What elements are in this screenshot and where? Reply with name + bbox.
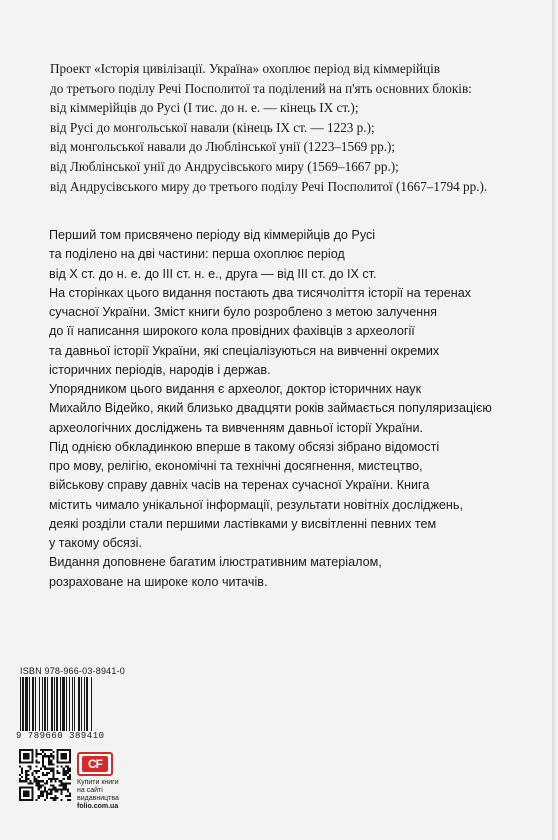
description-line: містить чимало унікальної інформації, результати новітніх досліджень,: [49, 497, 463, 512]
publisher-logo-icon: [77, 752, 113, 776]
page-edge: [552, 0, 558, 840]
intro-paragraph: [50, 59, 550, 196]
publisher-logo-letters: CF: [88, 757, 102, 771]
description-line: про мову, релігію, економічні та технічні досягнення, мистецтво,: [49, 459, 423, 473]
intro-line: від монгольської навали до Люблінської унії (1223–1569 рр.);: [50, 139, 396, 155]
intro-line: до третього поділу Речі Посполитої та поділений на п'ять основних блоків:: [50, 80, 472, 96]
description-text: [49, 226, 549, 592]
description-line: археологічних досліджень та вивченням давньої історії України.: [49, 420, 424, 435]
description-line: Михайло Відейко, який близько двадцяти років займається популяризацією: [49, 401, 492, 416]
description-line: від X ст. до н. е. до III ст. н. е., друга — від III ст. до IX ст.: [49, 266, 377, 281]
description-line: деякі розділи стали першими ластівками у висвітленні певних тем: [49, 516, 437, 531]
isbn-label: ISBN 978-966-03-8941-0: [20, 666, 125, 676]
publisher-website-link[interactable]: folio.com.ua: [77, 803, 119, 810]
description-line: до її написання широкого кола провідних фахівців з археології: [49, 324, 415, 339]
intro-line: від Русі до монгольської навали (кінець IX ст. — 1223 р.);: [50, 119, 375, 135]
description-line: розраховане на широке коло читачів.: [49, 574, 268, 589]
description-line: та давньої історії України, які спеціалізуються на вивченні окремих: [49, 343, 440, 358]
buy-line: видавництва: [77, 795, 119, 802]
description-line: військову справу давніх часів на теренах сучасної України. Книга: [49, 478, 430, 493]
description-line: сучасної України. Зміст книги було розроблено з метою залучення: [49, 305, 437, 319]
buy-line: на сайті: [77, 787, 103, 794]
description-line: На сторінках цього видання постають два тисячоліття історії на теренах: [49, 285, 472, 300]
intro-line: Проект «Історія цивілізації. Україна» охоплює період від кіммерійців: [50, 61, 441, 76]
publisher-logo-mark: [82, 756, 108, 772]
description-line: Видання доповнене багатим ілюстративним матеріалом,: [49, 555, 382, 570]
description-line: історичних періодів, народів і держав.: [49, 362, 271, 377]
description-line: Перший том присвячено періоду від кіммерійців до Русі: [49, 228, 376, 242]
description-line: та поділено на дві частини: перша охоплює період: [49, 247, 345, 262]
description-line: Під однією обкладинкою вперше в такому обсязі зібрано відомості: [49, 439, 440, 454]
buy-online-note: [77, 779, 137, 811]
description-line: у такому обсязі.: [49, 536, 142, 550]
intro-line: від Люблінської унії до Андрусівського миру (1569–1667 рр.);: [50, 158, 399, 174]
buy-line: Купити книги: [77, 779, 119, 786]
intro-line: від кіммерійців до Русі (І тис. до н. е. — кінець IX ст.);: [50, 100, 359, 116]
barcode-digits: 9 789660 389410: [16, 731, 112, 741]
description-line: Упорядником цього видання є археолог, доктор історичних наук: [49, 382, 422, 396]
barcode-icon: [20, 677, 110, 735]
intro-line: від Андрусівського миру до третього поділу Речі Посполитої (1667–1794 рр.).: [50, 178, 488, 194]
qr-code-icon[interactable]: [19, 749, 71, 801]
